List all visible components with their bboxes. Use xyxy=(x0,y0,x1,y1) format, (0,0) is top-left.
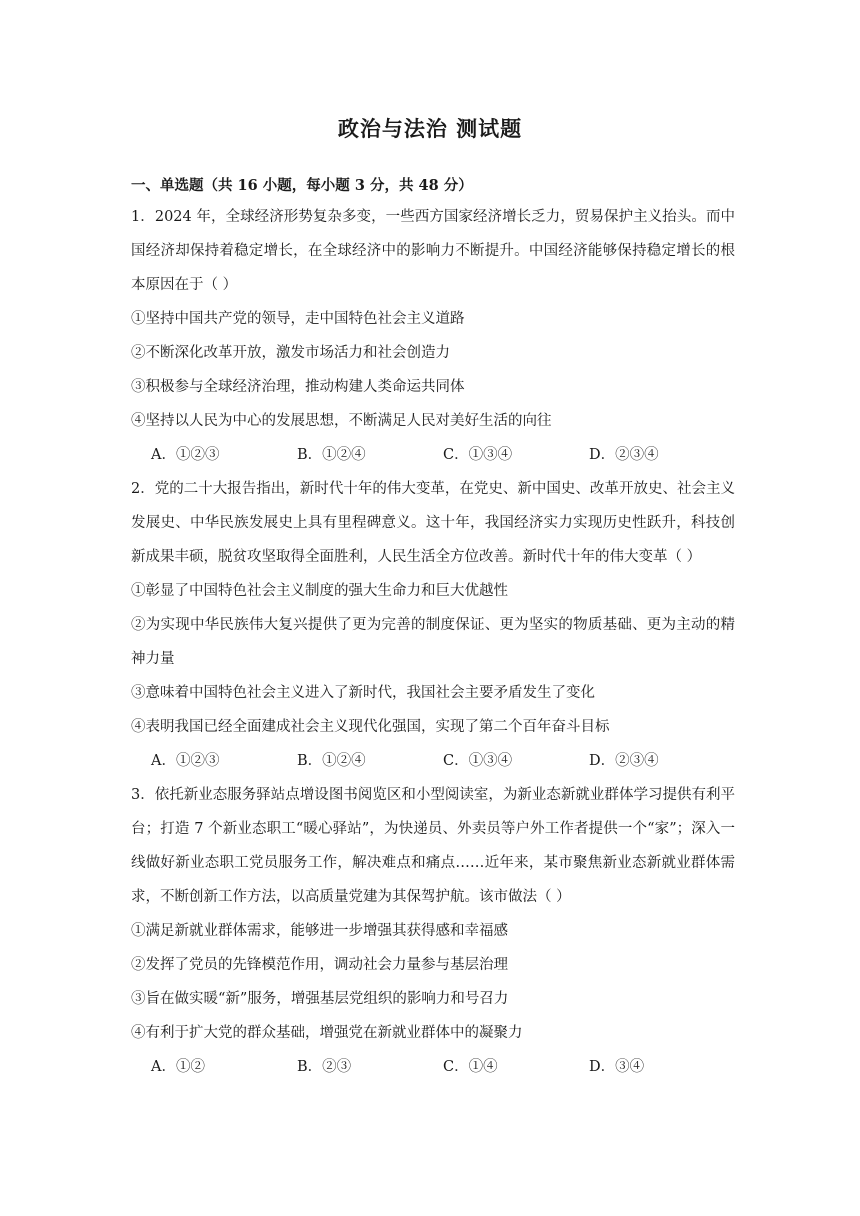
statement-item: ③积极参与全球经济治理，推动构建人类命运共同体 xyxy=(131,379,465,395)
statement-item: ①彰显了中国特色社会主义制度的强大生命力和巨大优越性 xyxy=(131,583,508,599)
question-3 xyxy=(131,778,735,1084)
choice-c: C．①③④ xyxy=(443,447,513,463)
answer-choices xyxy=(131,1050,735,1084)
statement-item: ④有利于扩大党的群众基础，增强党在新就业群体中的凝聚力 xyxy=(131,1025,523,1041)
choice-a: A．①②③ xyxy=(151,753,220,769)
question-1 xyxy=(131,200,735,472)
choice-b: B．②③ xyxy=(297,1059,352,1075)
section-header: 一、单选题（共 16 小题，每小题 3 分，共 48 分） xyxy=(131,177,473,194)
choice-c: C．①④ xyxy=(443,1059,498,1075)
choice-d: D．③④ xyxy=(589,1059,645,1075)
choice-d: D．②③④ xyxy=(589,753,659,769)
choice-b: B．①②④ xyxy=(297,447,366,463)
statement-item: ③旨在做实暖“新”服务，增强基层党组织的影响力和号召力 xyxy=(131,991,509,1007)
choice-d: D．②③④ xyxy=(589,447,659,463)
questions-container xyxy=(131,200,735,1084)
statement-item: ①坚持中国共产党的领导，走中国特色社会主义道路 xyxy=(131,311,465,327)
statement-item: ②不断深化改革开放，激发市场活力和社会创造力 xyxy=(131,345,450,361)
choice-b: B．①②④ xyxy=(297,753,366,769)
choice-a: A．①② xyxy=(151,1059,205,1075)
document-title: 政治与法治 测试题 xyxy=(337,116,523,141)
question-2 xyxy=(131,472,735,778)
question-stem: 3．依托新业态服务驿站点增设图书阅览区和小型阅读室，为新业态新就业群体学习提供有利平台；打造 7 个新业态职工“暖心驿站”，为快递员、外卖员等户外工作者提供一个“家”；深入一线做好新业态职工党员服务工作，解决难点和痛点……近年来，某市聚焦新业态新就业群体需求，不断创新工作方法，以高质量党建为其保驾护航。该市做法（ ） xyxy=(131,787,735,905)
statement-item: ③意味着中国特色社会主义进入了新时代，我国社会主要矛盾发生了变化 xyxy=(131,685,595,701)
choice-c: C．①③④ xyxy=(443,753,513,769)
statement-item: ④表明我国已经全面建成社会主义现代化强国，实现了第二个百年奋斗目标 xyxy=(131,719,610,735)
question-stem: 2．党的二十大报告指出，新时代十年的伟大变革，在党史、新中国史、改革开放史、社会主义发展史、中华民族发展史上具有里程碑意义。这十年，我国经济实力实现历史性跃升，科技创新成果丰硕，脱贫攻坚取得全面胜利，人民生活全方位改善。新时代十年的伟大变革（ ） xyxy=(131,481,735,565)
question-stem: 1．2024 年，全球经济形势复杂多变，一些西方国家经济增长乏力，贸易保护主义抬头。而中国经济却保持着稳定增长，在全球经济中的影响力不断提升。中国经济能够保持稳定增长的根本原因在于（ ） xyxy=(131,209,735,293)
statement-item: ②为实现中华民族伟大复兴提供了更为完善的制度保证、更为坚实的物质基础、更为主动的精神力量 xyxy=(131,617,735,667)
answer-choices xyxy=(131,744,735,778)
choice-a: A．①②③ xyxy=(151,447,220,463)
statement-item: ④坚持以人民为中心的发展思想，不断满足人民对美好生活的向往 xyxy=(131,413,552,429)
statement-item: ②发挥了党员的先锋模范作用，调动社会力量参与基层治理 xyxy=(131,957,508,973)
answer-choices xyxy=(131,438,735,472)
statement-item: ①满足新就业群体需求，能够进一步增强其获得感和幸福感 xyxy=(131,923,508,939)
